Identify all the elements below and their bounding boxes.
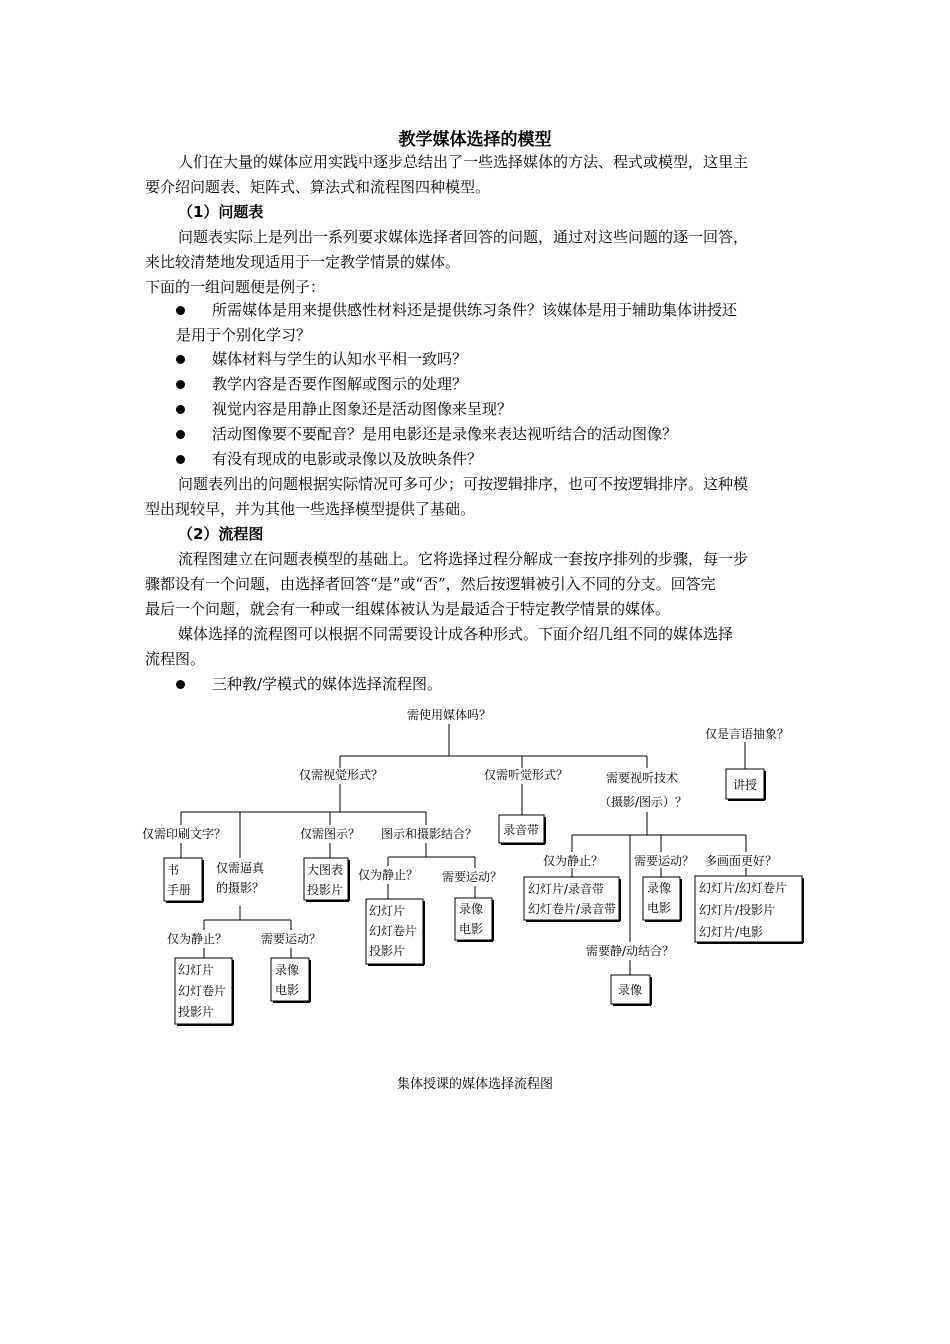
result-multi-3: 幻灯片/电影 [699,925,764,939]
bullet-item-1-line-1: 所需媒体是用来提供感性材料还是提供练习条件？该媒体是用于辅助集体讲授还 [212,301,738,319]
section1-heading: （1）问题表 [178,203,264,221]
node-realistic-line-1: 仅需逼真 [216,861,265,875]
figure-caption: 集体授课的媒体选择流程图 [396,1077,553,1092]
node-static-dynamic: 需要静/动结合？ [585,944,675,958]
node-combo: 图示和摄影结合？ [380,827,478,841]
section2-para2-line-2: 流程图。 [145,650,206,668]
result-real-still-1: 幻灯片 [178,963,215,977]
result-av-still-1: 幻灯片/录音带 [528,882,605,896]
node-real-still: 仅为静止？ [166,932,228,946]
section2-para1-line-3: 最后一个问题，就会有一种或一组媒体被认为是最适合于特定教学情景的媒体。 [145,600,671,618]
section2-para2-line-1: 媒体选择的流程图可以根据不同需要设计成各种形式。下面介绍几组不同的媒体选择 [178,625,734,643]
node-print: 仅需印刷文字？ [141,827,227,841]
bullet-item-3: 教学内容是否要作图解或图示的处理？ [212,375,468,393]
bullet-item-2: 媒体材料与学生的认知水平相一致吗？ [212,350,468,368]
node-av-line-1: 需要视听技术 [605,771,679,785]
node-combo-still: 仅为静止？ [357,868,419,882]
result-chart-1: 大图表 [307,863,344,877]
bullet-item-1-line-2: 是用于个别化学习？ [176,326,312,344]
result-combo-still-3: 投影片 [369,944,406,958]
node-av-line-2: （摄影/图示）？ [598,795,688,809]
node-combo-motion: 需要运动？ [441,870,503,884]
node-verbal: 仅是言语抽象？ [704,727,790,741]
node-audio: 仅需听觉形式？ [483,768,569,782]
result-multi-2: 幻灯片/投影片 [699,903,776,917]
result-av-motion-2: 电影 [647,901,672,915]
node-multi: 多画面更好？ [704,854,778,868]
page-title: 教学媒体选择的模型 [398,130,552,150]
result-combo-still-1: 幻灯片 [369,904,406,918]
result-real-motion-1: 录像 [275,963,300,977]
node-chart: 仅需图示？ [299,827,361,841]
result-combo-still-2: 幻灯卷片 [369,924,418,938]
result-combo-motion-1: 录像 [459,902,484,916]
bullet-item-5: 活动图像要不要配音？是用电影还是录像来表达视听结合的活动图像？ [212,425,678,443]
node-real-motion: 需要运动？ [260,932,322,946]
node-realistic-line-2: 的摄影？ [216,881,265,895]
section2-para1-line-2: 骤都设有一个问题，由选择者回答“是”或“否”，然后按逻辑被引入不同的分支。回答完 [145,575,716,593]
section1-para1-line-1: 问题表实际上是列出一系列要求媒体选择者回答的问题，通过对这些问题的逐一回答， [178,228,749,246]
section1-para1-line-2: 来比较清楚地发现适用于一定教学情景的媒体。 [145,253,461,271]
result-chart-2: 投影片 [307,883,344,897]
result-lecture: 讲授 [732,778,758,792]
bullet-item-4: 视觉内容是用静止图象还是活动图像来呈现？ [212,400,513,418]
node-root: 需使用媒体吗？ [406,708,492,722]
section1-para2-line-1: 问题表列出的问题根据实际情况可多可少；可按逻辑排序，也可不按逻辑排序。这种模 [178,475,749,493]
section2-heading: （2）流程图 [178,525,264,543]
result-av-motion-1: 录像 [647,881,672,895]
result-real-still-2: 幻灯卷片 [178,984,227,998]
result-av-still-2: 幻灯卷片/录音带 [528,902,617,916]
section2-para1-line-1: 流程图建立在问题表模型的基础上。它将选择过程分解成一套按序排列的步骤，每一步 [178,550,749,568]
result-tape: 录音带 [502,823,540,837]
section1-lead: 下面的一组问题便是例子： [145,278,326,296]
result-multi-1: 幻灯片/幻灯卷片 [699,881,788,895]
result-real-motion-2: 电影 [275,983,300,997]
flowchart-boxes [164,769,803,1025]
flowchart-labels [142,707,789,1019]
section1-para2-line-2: 型出现较早，并为其他一些选择模型提供了基础。 [145,500,476,518]
result-combo-motion-2: 电影 [459,922,484,936]
section2-bullet: 三种教/学模式的媒体选择流程图。 [212,675,443,693]
result-real-still-3: 投影片 [178,1005,215,1019]
result-print-2: 手册 [167,883,192,897]
node-visual: 仅需视觉形式？ [298,768,384,782]
intro-line-1: 人们在大量的媒体应用实践中逐步总结出了一些选择媒体的方法、程式或模型，这里主 [178,153,749,171]
result-static-dynamic: 录像 [617,983,643,997]
result-print-1: 书 [167,863,180,877]
bullet-item-6: 有没有现成的电影或录像以及放映条件？ [212,450,483,468]
node-av-still: 仅为静止？ [542,854,604,868]
intro-line-2: 要介绍问题表、矩阵式、算法式和流程图四种模型。 [145,178,491,196]
node-av-motion: 需要运动？ [633,854,695,868]
